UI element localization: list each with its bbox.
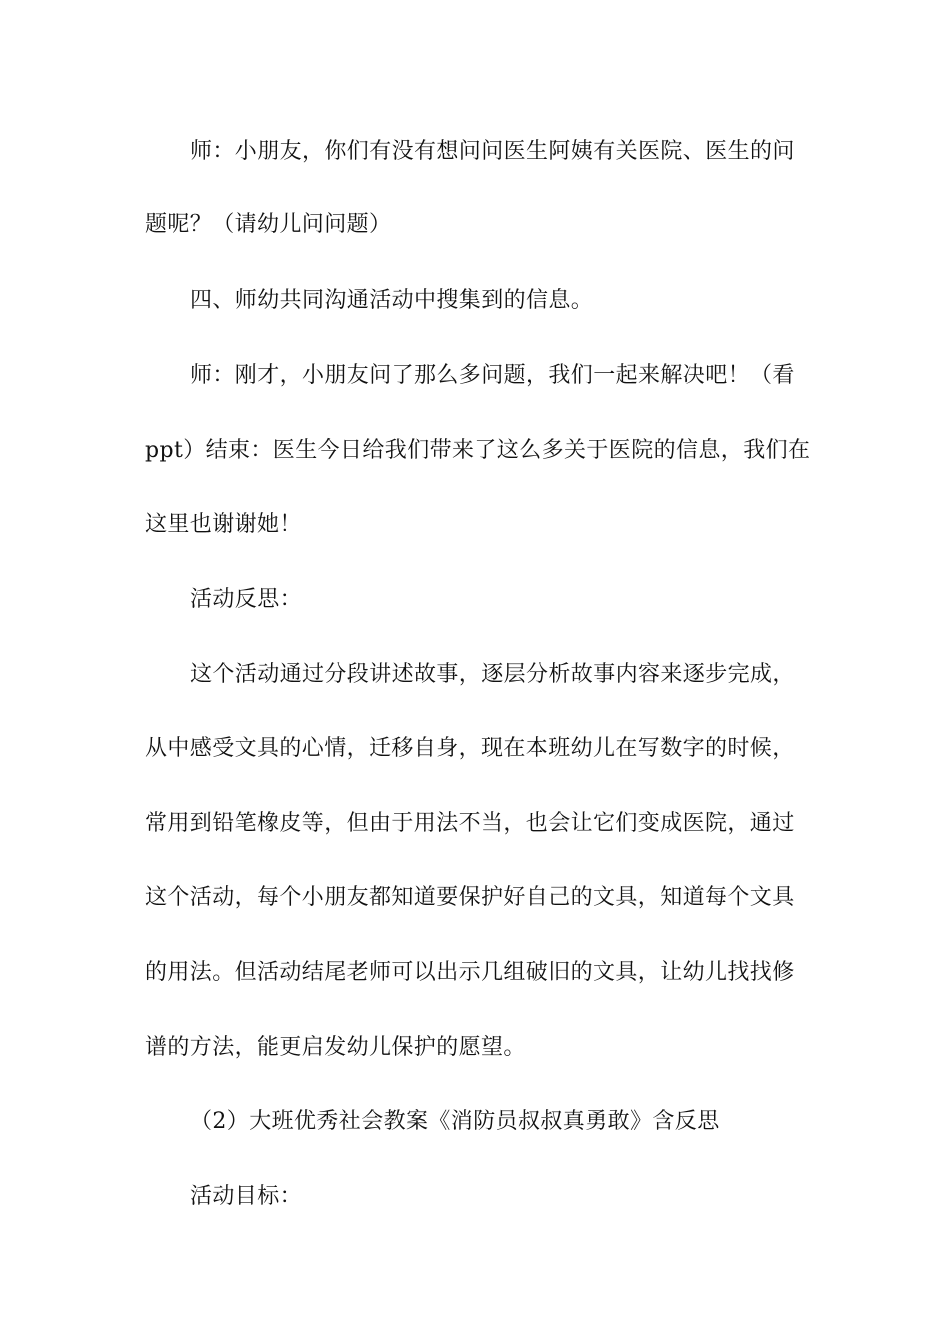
paragraph-line: 这个活动，每个小朋友都知道要保护好自己的文具，知道每个文具 xyxy=(145,885,795,910)
paragraph-line: 谱的方法，能更启发幼儿保护的愿望。 xyxy=(145,1035,526,1060)
paragraph-line: 的用法。但活动结尾老师可以出示几组破旧的文具，让幼儿找找修 xyxy=(145,960,795,985)
section-heading: 四、师幼共同沟通活动中搜集到的信息。 xyxy=(190,288,594,313)
paragraph-line: 师：刚才，小朋友问了那么多问题，我们一起来解决吧！（看 xyxy=(190,363,795,388)
paragraph-line: 题呢？（请幼儿问问题） xyxy=(145,212,392,237)
paragraph-line: ppt）结束：医生今日给我们带来了这么多关于医院的信息，我们在 xyxy=(145,438,811,463)
paragraph-line: 从中感受文具的心情，迁移自身，现在本班幼儿在写数字的时候， xyxy=(145,736,795,761)
paragraph-line: 师：小朋友，你们有没有想问问医生阿姨有关医院、医生的问 xyxy=(190,139,795,164)
section-heading: 活动目标： xyxy=(190,1184,303,1209)
lesson-title: （2）大班优秀社会教案《消防员叔叔真勇敢》含反思 xyxy=(190,1109,720,1134)
paragraph-line: 这里也谢谢她！ xyxy=(145,512,302,537)
paragraph-line: 常用到铅笔橡皮等，但由于用法不当，也会让它们变成医院，通过 xyxy=(145,811,795,836)
paragraph-line: 这个活动通过分段讲述故事，逐层分析故事内容来逐步完成， xyxy=(190,662,795,687)
section-heading: 活动反思： xyxy=(190,587,303,612)
